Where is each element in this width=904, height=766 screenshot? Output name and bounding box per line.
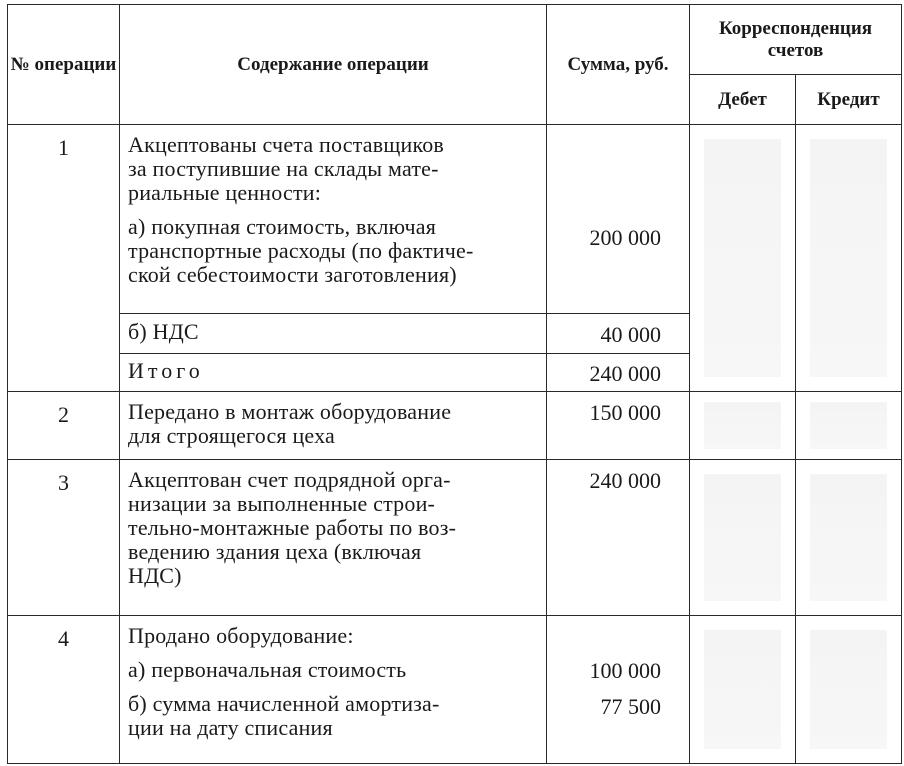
text-line: Акцептован счет подрядной орга- xyxy=(128,466,451,492)
operation-amount xyxy=(547,125,690,314)
operation-description xyxy=(120,125,547,314)
text-line: Акцептованы счета поставщиков xyxy=(128,132,445,158)
operations-table xyxy=(7,4,902,764)
text-line: а) покупная стоимость, включая xyxy=(128,214,437,240)
table-row xyxy=(8,392,902,459)
text-line: НДС) xyxy=(128,562,182,588)
text-line: Продано оборудование: xyxy=(128,622,354,648)
debit-cell xyxy=(690,125,796,392)
text-line: ции на дату списания xyxy=(128,714,333,740)
header-debit: Дебет xyxy=(690,75,796,125)
header-correspondence: Корреспонденция счетов xyxy=(690,5,902,75)
credit-cell xyxy=(796,615,902,763)
amount-value: 200 000 xyxy=(589,225,661,251)
operation-number: 2 xyxy=(8,392,120,459)
amount-value: 100 000 xyxy=(589,657,661,683)
text-line: за поступившие на склады мате- xyxy=(128,156,439,182)
amount-value: 77 500 xyxy=(600,693,661,719)
text-line: тельно-монтажные работы по воз- xyxy=(128,514,457,540)
text-line: риальные ценности: xyxy=(128,180,322,206)
text-line: Передано в монтаж оборудование xyxy=(128,399,452,425)
header-credit: Кредит xyxy=(796,75,902,125)
operation-description xyxy=(120,615,547,763)
amount-value: 150 000 xyxy=(547,392,690,459)
credit-cell xyxy=(796,459,902,615)
total-label: Итого xyxy=(120,354,547,392)
credit-cell xyxy=(796,392,902,459)
amount-value: 40 000 xyxy=(547,314,690,354)
operation-number: 4 xyxy=(8,615,120,763)
debit-cell xyxy=(690,459,796,615)
text-line: б) сумма начисленной амортиза- xyxy=(128,690,440,716)
operation-description xyxy=(120,459,547,615)
operation-description xyxy=(120,392,547,459)
header-operation-number: № операции xyxy=(8,5,120,125)
debit-cell xyxy=(690,392,796,459)
amount-value: 240 000 xyxy=(547,459,690,615)
table-row xyxy=(8,125,902,314)
total-amount: 240 000 xyxy=(547,354,690,392)
text-line: низации за выполненные строи- xyxy=(128,490,436,516)
debit-cell xyxy=(690,615,796,763)
text-line: ведению здания цеха (включая xyxy=(128,538,422,564)
credit-cell xyxy=(796,125,902,392)
text-line: б) НДС xyxy=(128,318,199,344)
operation-number: 3 xyxy=(8,459,120,615)
operation-description xyxy=(120,314,547,354)
header-amount: Сумма, руб. xyxy=(547,5,690,125)
operation-number: 1 xyxy=(8,125,120,392)
table-row xyxy=(8,459,902,615)
operation-amount xyxy=(547,615,690,763)
header-operation-description: Содержание операции xyxy=(120,5,547,125)
text-line: для строящегося цеха xyxy=(128,423,335,449)
text-line: транспортные расходы (по фактиче- xyxy=(128,238,474,264)
text-line: а) первоначальная стоимость xyxy=(128,656,407,682)
table-row xyxy=(8,615,902,763)
text-line: ской себестоимости заготовления) xyxy=(128,262,457,288)
